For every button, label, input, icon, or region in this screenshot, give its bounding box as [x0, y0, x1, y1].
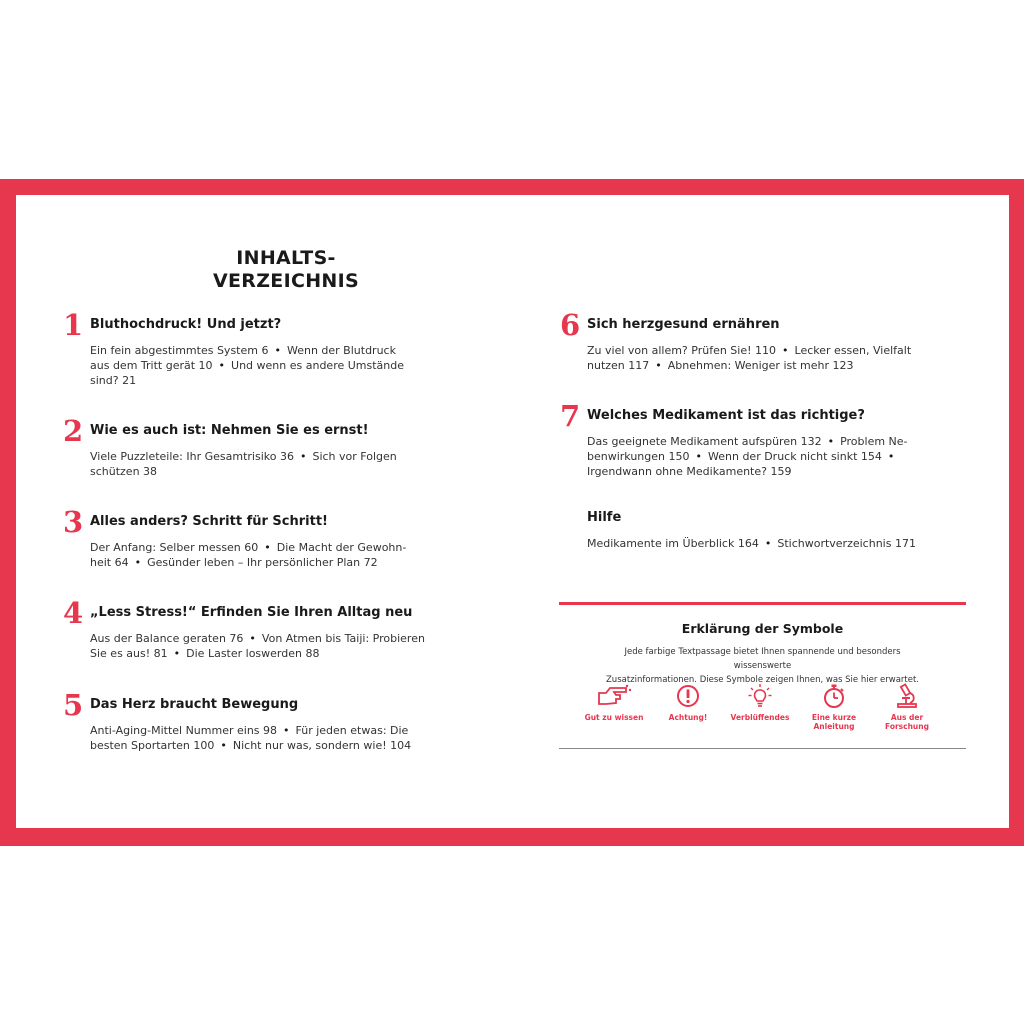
chapter-entries: Zu viel von allem? Prüfen Sie! 110 • Lecker essen, Vielfalt nutzen 117 • Abnehmen: Weniger ist mehr 123 [587, 344, 912, 372]
chapter-title: Alles anders? Schritt für Schritt! [90, 514, 328, 529]
red-frame [0, 179, 1024, 846]
legend-title: Erklärung der Symbole [681, 621, 844, 636]
chapter-title: „Less Stress!“ Erfinden Sie Ihren Alltag neu [90, 605, 413, 620]
toc-heading-line1: INHALTS- [236, 247, 336, 269]
toc-heading [166, 247, 406, 293]
chapter-title: Sich herzgesund ernähren [587, 317, 780, 332]
chapter-title: Wie es auch ist: Nehmen Sie es ernst! [90, 423, 369, 438]
chapter-title: Das Herz braucht Bewegung [90, 697, 299, 712]
symbol-warning [653, 683, 723, 722]
symbol-label: Aus der Forschung [885, 713, 929, 731]
chapter-entries: Viele Puzzleteile: Ihr Gesamtrisiko 36 • Sich vor Folgen schützen 38 [90, 450, 397, 478]
chapter-entries: Medikamente im Überblick 164 • Stichwortverzeichnis 171 [587, 537, 916, 550]
symbol-instruction [799, 683, 869, 731]
symbol-label: Verblüffendes [730, 713, 790, 722]
exclamation-icon [675, 683, 701, 709]
microscope-icon [894, 683, 920, 709]
symbol-research [872, 683, 942, 731]
chapter-number: 7 [560, 399, 581, 433]
symbol-legend [559, 602, 966, 749]
legend-text: Jede farbige Textpassage bietet Ihnen spannende und besonders wissenswerte Zusatzinformationen. Diese Symbole zeigen Ihnen, was Sie hier erwartet. [605, 647, 919, 685]
chapter-entries: Aus der Balance geraten 76 • Von Atmen bis Taiji: Probieren Sie es aus! 81 • Die Laster loswerden 88 [90, 632, 425, 660]
symbol-good-to-know [579, 683, 649, 722]
stopwatch-icon [821, 683, 847, 709]
chapter-title: Welches Medikament ist das richtige? [587, 408, 865, 423]
chapter-number: 5 [63, 688, 84, 722]
chapter-entries: Anti-Aging-Mittel Nummer eins 98 • Für jeden etwas: Die besten Sportarten 100 • Nicht nur was, sondern wie! 104 [90, 724, 412, 752]
symbol-label: Gut zu wissen [584, 713, 644, 722]
chapter-title: Hilfe [587, 510, 622, 525]
symbol-label: Achtung! [668, 713, 708, 722]
chapter-number: 2 [63, 414, 84, 448]
chapter-number: 4 [63, 596, 84, 630]
lightbulb-icon [747, 683, 773, 709]
symbol-surprising [725, 683, 795, 722]
chapter-entries: Ein fein abgestimmtes System 6 • Wenn der Blutdruck aus dem Tritt gerät 10 • Und wenn es andere Umstände sind? 21 [90, 344, 405, 387]
pointing-hand-icon [596, 683, 632, 709]
book-page [16, 195, 1009, 828]
toc-heading-line2: VERZEICHNIS [213, 270, 359, 292]
symbol-label: Eine kurze Anleitung [811, 713, 857, 731]
chapter-number: 1 [63, 308, 84, 342]
chapter-entries: Der Anfang: Selber messen 60 • Die Macht der Gewohn- heit 64 • Gesünder leben – Ihr persönlicher Plan 72 [90, 541, 407, 569]
chapter-number: 3 [63, 505, 84, 539]
chapter-title: Bluthochdruck! Und jetzt? [90, 317, 282, 332]
chapter-entries: Das geeignete Medikament aufspüren 132 • Problem Ne- benwirkungen 150 • Wenn der Druck nicht sinkt 154 • Irgendwann ohne Medikamente? 159 [587, 435, 908, 478]
chapter-number: 6 [560, 308, 581, 342]
